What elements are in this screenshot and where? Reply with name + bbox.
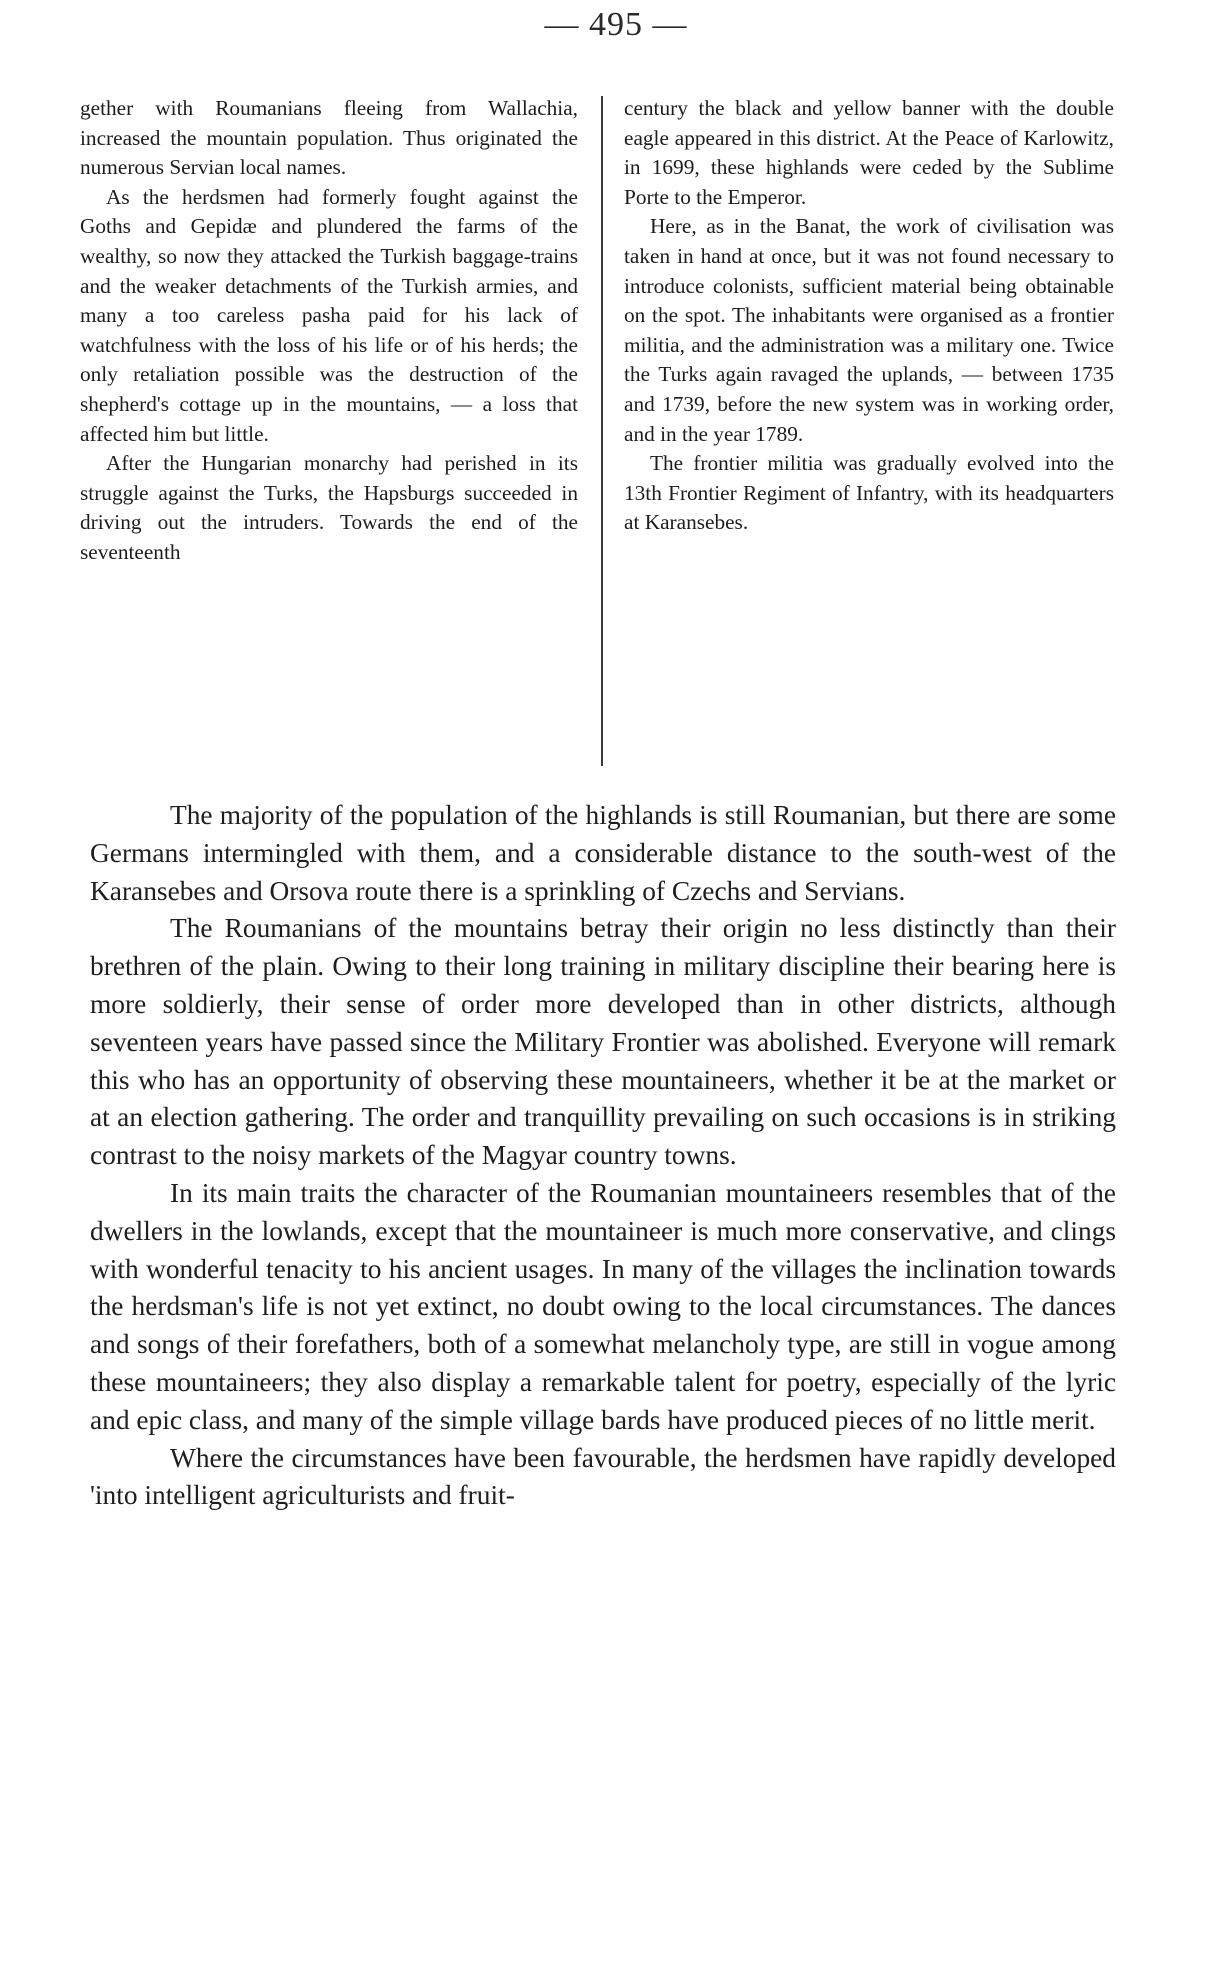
column-divider (601, 96, 603, 766)
left-column-paragraph: As the herdsmen had formerly fought against the Goths and Gepidæ and plundered the farms of the wealthy, so now they attacked the Turkish baggage-trains and the weaker detachments of the Turkish armies, and many a too careless pasha paid for his lack of watchfulness with the loss of his life or of his herds; the only retaliation possible was the destruction of the shepherd's cottage up in the mountains, — a loss that affected him but little. (80, 184, 578, 446)
main-paragraph: Where the circumstances have been favourable, the herdsmen have rapidly developed 'into intelligent agriculturists and fruit- (90, 1442, 1116, 1511)
right-column-paragraph: The frontier militia was gradually evolved into the 13th Frontier Regiment of Infantry, with its headquarters at Karansebes. (624, 451, 1114, 535)
right-column-paragraph: Here, as in the Banat, the work of civilisation was taken in hand at once, but it was not found necessary to introduce colonists, sufficient material being obtainable on the spot. The inhabitants were organised as a frontier militia, and the administration was a military one. Twice the Turks again ravaged the uplands, — between 1735 and 1739, before the new system was in working order, and in the year 1789. (624, 214, 1114, 446)
main-paragraph: The Roumanians of the mountains betray their origin no less distinctly than their brethren of the plain. Owing to their long training in military discipline their bearing here is more soldierly, their sense of order more developed than in other districts, although seventeen years have passed since the Military Frontier was abolished. Everyone will remark this who has an opportunity of observing these mountaineers, whether it be at the market or at an election gathering. The order and tranquillity prevailing on such occasions is in striking contrast to the noisy markets of the Magyar country towns. (90, 913, 1116, 1171)
page-number: — 495 — (544, 6, 688, 43)
main-text (90, 797, 1116, 1515)
right-column-paragraph: century the black and yellow banner with the double eagle appeared in this district. At the Peace of Karlowitz, in 1699, these highlands were ceded by the Sublime Porte to the Emperor. (624, 96, 1114, 209)
left-column-paragraph: After the Hungarian monarchy had perished in its struggle against the Turks, the Hapsburgs succeeded in driving out the intruders. Towards the end of the seventeenth (80, 451, 578, 564)
right-column (624, 94, 1114, 538)
left-column (80, 94, 578, 568)
main-paragraph: In its main traits the character of the Roumanian mountaineers resembles that of the dwellers in the lowlands, except that the mountaineer is much more conservative, and clings with wonderful tenacity to his ancient usages. In many of the villages the inclination towards the herdsman's life is not yet extinct, no doubt owing to the local circumstances. The dances and songs of their forefathers, both of a somewhat melancholy type, are still in vogue among these mountaineers; they also display a remarkable talent for poetry, especially of the lyric and epic class, and many of the simple village bards have produced pieces of no little merit. (90, 1177, 1116, 1435)
left-column-paragraph: gether with Roumanians fleeing from Wallachia, increased the mountain population. Thus originated the numerous Servian local names. (80, 96, 578, 180)
main-paragraph: The majority of the population of the highlands is still Roumanian, but there are some Germans intermingled with them, and a considerable distance to the south-west of the Karansebes and Orsova route there is a sprinkling of Czechs and Servians. (90, 800, 1116, 906)
